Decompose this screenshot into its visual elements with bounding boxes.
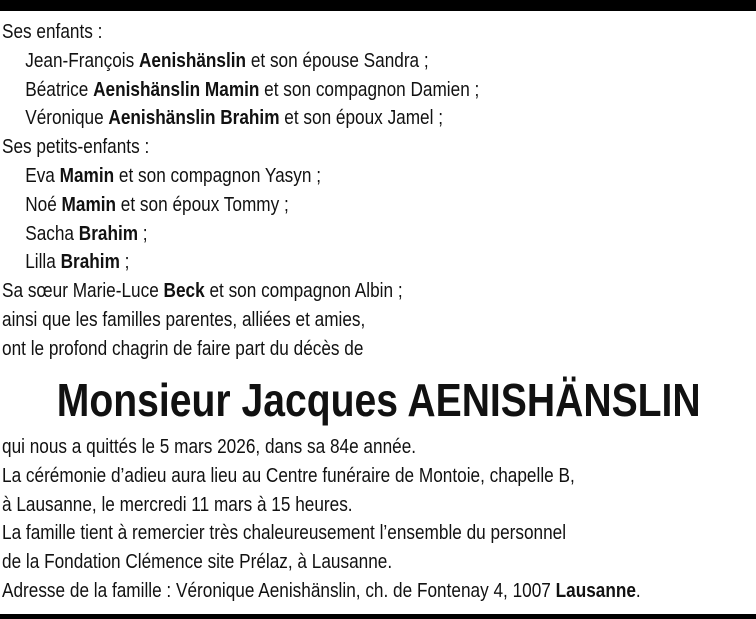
grandchild-entry (2, 162, 649, 191)
entry-rest: et son épouse Sandra ; (246, 49, 429, 72)
thanks-line-continued: de la Fondation Clémence site Prélaz, à Lausanne. (2, 551, 393, 574)
entry-rest: ; (138, 222, 148, 245)
entry-rest: et son compagnon Albin ; (204, 280, 403, 303)
announcement-line: ont le profond chagrin de faire part du décès de (2, 337, 364, 360)
child-entry (2, 47, 649, 76)
grandchildren-heading: Ses petits-enfants : (2, 136, 150, 159)
grandchild-entry (2, 248, 649, 277)
first-name: Béatrice (25, 78, 94, 101)
grandchild-entry (2, 191, 649, 220)
entry-rest: et son compagnon Damien ; (259, 78, 480, 101)
surname: Aenishänslin (138, 49, 247, 72)
ceremony-date-line: à Lausanne, le mercredi 11 mars à 15 heures. (2, 493, 353, 516)
ceremony-details (2, 433, 649, 606)
surname: Aenishänslin Mamin (93, 78, 260, 101)
families-line: ainsi que les familles parentes, alliées et amies, (2, 308, 366, 331)
entry-rest: et son compagnon Yasyn ; (114, 164, 321, 187)
surname: Mamin (59, 164, 115, 187)
grandchild-entry (2, 220, 649, 249)
first-name: Sacha (25, 222, 79, 245)
top-border-rule (0, 0, 756, 11)
entry-rest: et son époux Tommy ; (116, 193, 289, 216)
surname: Mamin (61, 193, 117, 216)
address-city: Lausanne (555, 579, 636, 602)
death-date-line: qui nous a quittés le 5 mars 2026, dans sa 84e année. (2, 436, 417, 458)
first-name: Noé (25, 193, 62, 216)
first-name: Jean-François (25, 49, 139, 72)
thanks-line: La famille tient à remercier très chaleureusement l’ensemble du personnel (2, 522, 567, 545)
deceased-name: Monsieur Jacques AENISHÄNSLIN (56, 374, 701, 426)
first-name: Véronique (25, 107, 109, 130)
first-name: Eva (25, 164, 60, 187)
deceased-name-heading (0, 372, 756, 428)
entry-rest: et son époux Jamel ; (279, 107, 444, 130)
surname: Brahim (60, 251, 120, 274)
child-entry (2, 104, 649, 133)
address-text: Adresse de la famille : Véronique Aenishänslin, ch. de Fontenay 4, 1007 (2, 579, 556, 602)
children-heading: Ses enfants : (2, 21, 103, 43)
child-entry (2, 76, 649, 105)
family-address-line (2, 577, 649, 606)
mourners-list (2, 18, 649, 364)
first-name: Sa sœur Marie-Luce (2, 280, 164, 303)
first-name: Lilla (25, 251, 61, 274)
bottom-border-rule (0, 614, 756, 619)
entry-rest: ; (119, 251, 130, 274)
ceremony-line: La cérémonie d’adieu aura lieu au Centre funéraire de Montoie, chapelle B, (2, 464, 575, 487)
sister-entry (2, 277, 649, 306)
surname: Brahim (78, 222, 139, 245)
surname: Aenishänslin Brahim (108, 107, 280, 130)
address-end: . (635, 579, 641, 602)
surname: Beck (163, 280, 205, 303)
